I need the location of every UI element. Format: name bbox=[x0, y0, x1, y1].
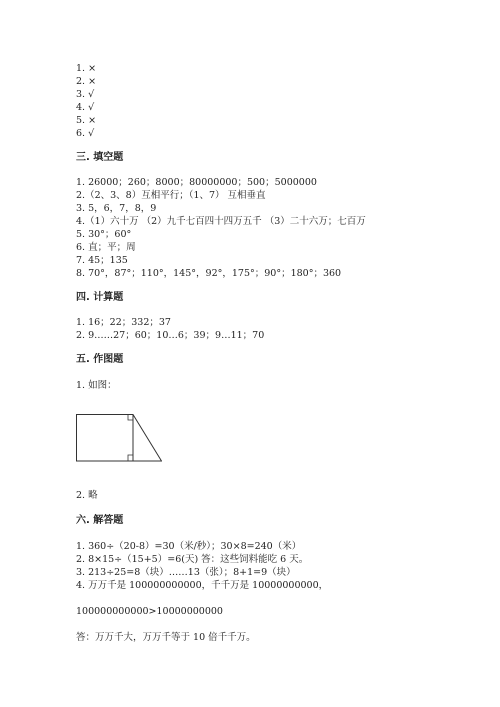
section-3-title: 三. 填空题 bbox=[76, 152, 124, 163]
judge-answer-6: 6. √ bbox=[76, 128, 95, 139]
fill-answer-1: 1. 26000；260；8000；80000000；500；5000000 bbox=[76, 177, 317, 188]
judge-answer-2: 2. × bbox=[76, 76, 97, 87]
drawing-answer-1: 1. 如图： bbox=[76, 380, 117, 391]
fill-answer-3: 3. 5，6，7，8，9 bbox=[76, 203, 157, 214]
section-5-title: 五. 作图题 bbox=[76, 354, 124, 365]
section-4-title: 四. 计算题 bbox=[76, 292, 124, 303]
trapezoid-figure bbox=[76, 414, 162, 462]
fill-answer-7: 7. 45；135 bbox=[76, 255, 128, 266]
fill-answer-2: 2.（2、3、8）互相平行；（1、7） 互相垂直 bbox=[76, 190, 266, 201]
solve-answer-1: 1. 360÷（20-8）=30（米/秒）；30×8=240（米） bbox=[76, 541, 302, 552]
judge-answer-1: 1. × bbox=[76, 63, 97, 74]
judge-answer-3: 3. √ bbox=[76, 89, 95, 100]
solve-answer-3: 3. 213÷25=8（块）……13（张）；8+1=9（块） bbox=[76, 567, 296, 578]
solve-answer-4: 4. 万万千是 100000000000，千千万是 10000000000， bbox=[76, 580, 329, 591]
trapezoid-outline bbox=[77, 415, 162, 462]
top-right-angle-mark bbox=[128, 415, 133, 421]
judge-answer-5: 5. × bbox=[76, 115, 97, 126]
bottom-right-angle-mark bbox=[128, 455, 133, 461]
calc-answer-2: 2. 9……27；60；10…6；39；9…11；70 bbox=[76, 330, 265, 341]
drawing-answer-2: 2. 略 bbox=[76, 490, 98, 501]
calc-answer-1: 1. 16；22；332；37 bbox=[76, 317, 171, 328]
fill-answer-8: 8. 70°，87°；110°，145°，92°，175°；90°；180°；360 bbox=[76, 268, 342, 279]
fill-answer-6: 6. 直；平；周 bbox=[76, 242, 136, 253]
fill-answer-5: 5. 30°；60° bbox=[76, 229, 132, 240]
solve-answer-4-conclusion: 答：万万千大，万万千等于 10 倍千千万。 bbox=[76, 632, 256, 643]
solve-answer-4-compare: 100000000000>10000000000 bbox=[76, 606, 223, 617]
judge-answer-4: 4. √ bbox=[76, 102, 95, 113]
solve-answer-2: 2. 8×15÷（15+5）=6(天) 答：这些饲料能吃 6 天。 bbox=[76, 554, 309, 565]
section-6-title: 六. 解答题 bbox=[76, 515, 124, 526]
fill-answer-4: 4.（1）六十万 （2）九千七百四十四万五千 （3）二十六万；七百万 bbox=[76, 216, 366, 227]
